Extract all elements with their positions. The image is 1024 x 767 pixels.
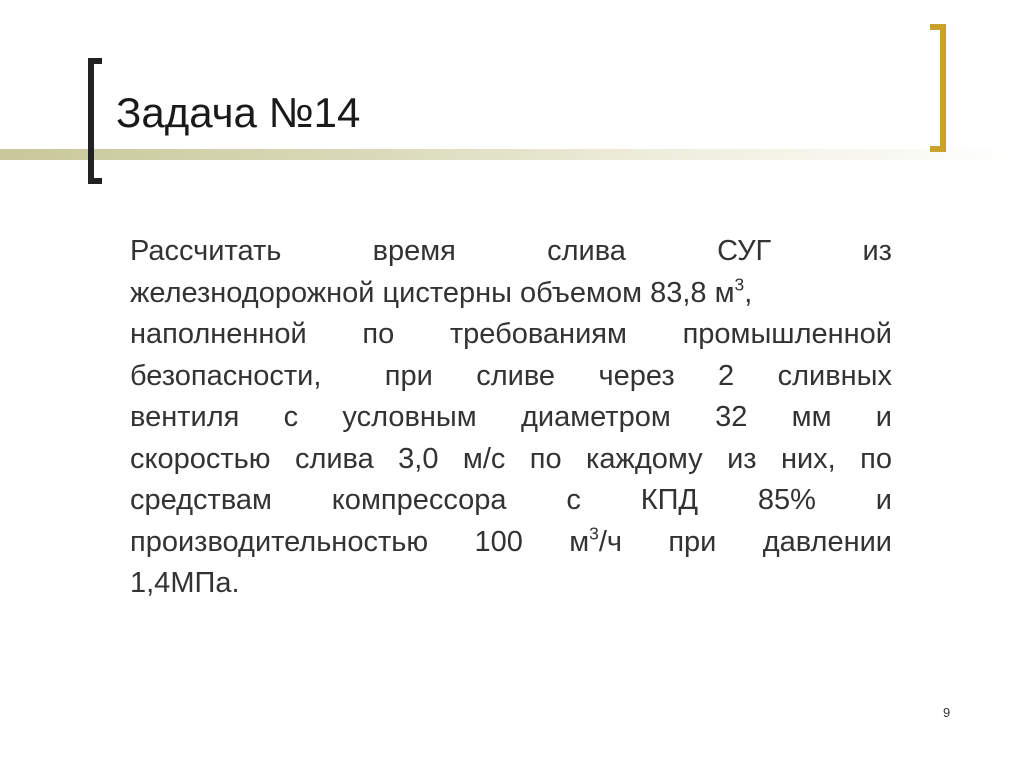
word: слива [294, 442, 374, 475]
text-line-6 [130, 439, 892, 481]
text-line-8 [130, 522, 892, 564]
word: 2 [718, 359, 735, 392]
slide-title: Задача №14 [116, 89, 361, 136]
word: диаметром [520, 401, 671, 433]
word: мм [791, 401, 832, 433]
word: вентиля [130, 401, 240, 433]
word: при [668, 525, 717, 558]
text-line-1 [130, 231, 892, 273]
word: скоростью [130, 442, 271, 475]
text-fragment: 1,4МПа. [130, 567, 240, 599]
text-line-2 [130, 273, 892, 315]
word: из [862, 235, 892, 267]
word: средствам [130, 484, 272, 516]
word: наполненной [130, 318, 307, 350]
word: каждому [586, 442, 703, 475]
word-with-superscript [569, 522, 622, 564]
word: слива [547, 235, 626, 267]
right-bracket-decoration [930, 24, 946, 152]
word: и [875, 484, 892, 516]
word: требованиям [449, 318, 627, 350]
word: по [860, 442, 892, 475]
word: СУГ [717, 235, 772, 267]
word: с [283, 401, 299, 433]
word: м/с [462, 442, 506, 475]
word: с [566, 484, 581, 516]
title-underline-band [0, 149, 1024, 160]
superscript: 3 [734, 274, 745, 295]
word: Рассчитать [130, 235, 282, 267]
word: 85% [757, 484, 816, 516]
task-text [130, 231, 892, 605]
word: них, [780, 442, 836, 475]
word: по [362, 318, 395, 350]
word: через [598, 359, 675, 392]
word: из [727, 442, 757, 475]
word: по [529, 442, 562, 475]
word: 100 [474, 525, 523, 558]
word: давлении [762, 525, 892, 558]
word: безопасности, [130, 359, 322, 392]
text-fragment: м [569, 525, 590, 558]
word: 32 [715, 401, 748, 433]
word: 3,0 [398, 442, 439, 475]
word: сливных [777, 359, 892, 392]
word: промышленной [682, 318, 892, 350]
text-fragment: /ч [598, 525, 622, 558]
left-bracket-decoration [88, 58, 102, 184]
text-line-9 [130, 563, 892, 605]
word: время [372, 235, 456, 267]
word: КПД [640, 484, 699, 516]
text-line-5 [130, 397, 892, 439]
word: условным [342, 401, 477, 433]
word: компрессора [331, 484, 507, 516]
word: и [875, 401, 892, 433]
text-line-7 [130, 480, 892, 522]
text-fragment: железнодорожной цистерны объемом 83,8 м [130, 276, 735, 309]
text-fragment: , [744, 276, 753, 309]
word: производительностью [130, 525, 429, 558]
word: сливе [476, 359, 556, 392]
text-line-3 [130, 314, 892, 356]
superscript: 3 [589, 523, 599, 544]
text-line-4 [130, 356, 892, 398]
word: при [384, 359, 433, 392]
page-number: 9 [943, 705, 951, 720]
